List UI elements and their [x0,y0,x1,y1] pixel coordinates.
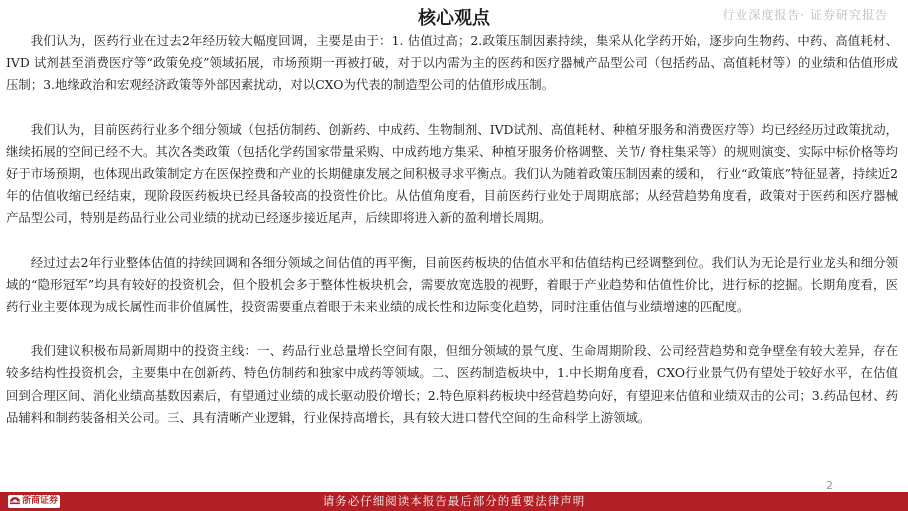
paragraph-4: 我们建议积极布局新周期中的投资主线：一、药品行业总量增长空间有限，但细分领域的景气度、生命周期阶段、公司经营趋势和竞争壁垒有较大差异，存在较多结构性投资机会，主要集中在创新药、特色仿制药和独家中成药等领域。二、医药制造板块中，1.中长期角度看，CXO行业景气仍有望处于较好水平，在估值回到合理区间、消化业绩高基数因素后，有望通过业绩的成长驱动股价增长；2.特色原料药板块中经营趋势向好，有望迎来估值和业绩双击的公司；3.药品包材、药品辅料和制药装备相关公司。三、具有清晰产业逻辑，行业保持高增长，具有较大进口替代空间的生命科学上游领域。 [6,343,898,425]
logo-text: 浙商证券 [22,496,59,506]
report-type-tag: 行业深度报告· 证券研究报告 [722,8,888,22]
paragraph-1: 我们认为，医药行业在过去2年经历较大幅度回调，主要是由于：1. 估值过高；2.政策压制因素持续，集采从化学药开始，逐步向生物药、中药、高值耗材、IVD 试剂甚至消费医疗等“政策免疫”领域拓展，市场预期一再被打破，对于以内需为主的医药和医疗器械产品型公司（包括药品、高值耗材等）的业绩和估值形成压制；3.地缘政治和宏观经济政策等外部因素扰动，对以CXO为代表的制造型公司的估值形成压制。 [6,33,898,93]
body-text [6,30,898,429]
page-number: 2 [826,479,833,492]
legal-notice: 请务必仔细阅读本报告最后部分的重要法律声明 [322,494,586,508]
paragraph-3: 经过过去2年行业整体估值的持续回调和各细分领域之间估值的再平衡，目前医药板块的估值水平和估值结构已经调整到位。我们认为无论是行业龙头和细分领域的“隐形冠军”均具有较好的投资机会，但个股机会多于整体性板块机会，需要放宽选股的视野，着眼于产业趋势和估值性价比，进行标的挖掘。长期角度看，医药行业主要体现为成长属性而非价值属性，投资需要重点着眼于未来业绩的成长性和边际变化趋势，同时注重估值与业绩增速的匹配度。 [6,254,898,315]
footer-bar [0,492,908,511]
page-title: 核心观点 [418,8,490,29]
paragraph-2: 我们认为，目前医药行业多个细分领域（包括仿制药、创新药、中成药、生物制剂、IVD试剂、高值耗材、种植牙服务和消费医疗等）均已经经历过政策扰动，继续拓展的空间已经不大。其次各类政策（包括化学药国家带量采购、中成药地方集采、种植牙服务价格调整、关节/ 脊柱集采等）的规则演变、实际中标价格等均好于市场预期，也体现出政策制定方在医保控费和产业的长期健康发展之间积极寻求平衡点。我们认为随着政策压制因素的缓和， 行业“政策底”特征显著，持续近2年的估值收缩已经结束，现阶段医药板块已经具备较高的投资性价比。从估值角度看，目前医药行业处于周期底部；从经营趋势角度看，政策对于医药和医疗器械产品型公司，特别是药品行业公司业绩的扰动已经逐步接近尾声，后续即将进入新的盈利增长周期。 [6,121,898,226]
